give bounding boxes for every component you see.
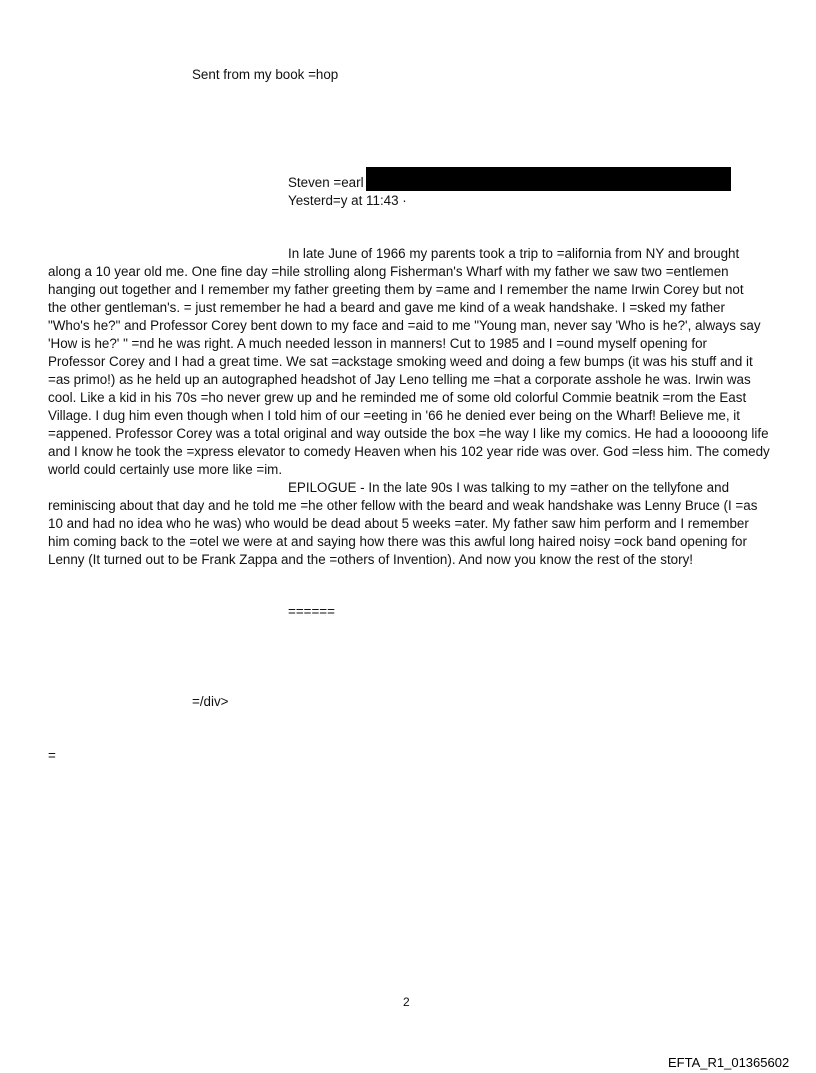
post-body (48, 245, 788, 479)
post-timestamp: Yesterd=y at 11:43 · (288, 193, 407, 208)
epilogue-line: him coming back to the =otel we were at and saying how there was this awful long haired noisy =ock band opening for (48, 534, 747, 549)
body-line: along a 10 year old me. One fine day =hile strolling along Fisherman's Wharf with my father we saw two =entlemen (48, 264, 729, 279)
epilogue (48, 479, 788, 569)
sent-from-line: Sent from my book =hop (192, 67, 339, 82)
body-line: the other gentleman's. = just remember he had a beard and gave me kind of a weak handshake. I =sked my father (48, 300, 725, 315)
separator: ====== (288, 604, 335, 619)
epilogue-line: 10 and had no idea who he was) who would be dead about 5 weeks =ater. My father saw him perform and I remember (48, 516, 749, 531)
redaction-bar (366, 167, 731, 191)
page-number: 2 (403, 995, 410, 1009)
bates-number: EFTA_R1_01365602 (668, 1055, 790, 1070)
epilogue-line: reminiscing about that day and he told me =he other fellow with the beard and weak handshake was Lenny Bruce (I =as (48, 498, 758, 513)
body-line: and I know he took the =xpress elevator to comedy Heaven when his 102 year ride was over. God =less him. The comedy (48, 444, 770, 459)
body-line: =appened. Professor Corey was a total original and way outside the box =he way I like my comics. He had a looooong life (48, 426, 769, 441)
epilogue-line: Lenny (It turned out to be Frank Zappa and the =others of Invention). And now you know the rest of the story! (48, 552, 693, 567)
stray-char: = (48, 748, 56, 763)
post-author (288, 174, 372, 192)
body-line: =as primo!) as he held up an autographed headshot of Jay Leno telling me =hat a corporate asshole he was. Irwin was (48, 372, 751, 387)
body-line: hanging out together and I remember my father greeting them by =ame and I remember the name Irwin Corey but not (48, 282, 744, 297)
body-line: Professor Corey and I had a great time. We sat =ackstage smoking weed and doing a few bumps (it was his stuff and it (48, 354, 753, 369)
body-line: "Who's he?" and Professor Corey bent down to my face and =aid to me "Young man, never say 'Who is he?', always say (48, 318, 761, 333)
body-line: 'How is he?' " =nd he was right. A much needed lesson in manners! Cut to 1985 and I =ound myself opening for (48, 336, 707, 351)
body-line: cool. Like a kid in his 70s =ho never grew up and he reminded me of some old colorful Commie beatnik =rom the East (48, 390, 747, 405)
div-close-text: =/div> (192, 694, 229, 709)
author-name: Steven =earl (288, 175, 364, 190)
body-line: Village. I dug him even though when I told him of our =eeting in '66 he denied ever being on the Wharf! Believe me, it (48, 408, 740, 423)
body-line: world could certainly use more like =im. (48, 462, 283, 477)
epilogue-line: EPILOGUE - In the late 90s I was talking to my =ather on the tellyfone and (288, 480, 730, 495)
body-line: In late June of 1966 my parents took a trip to =alifornia from NY and brought (288, 246, 740, 261)
